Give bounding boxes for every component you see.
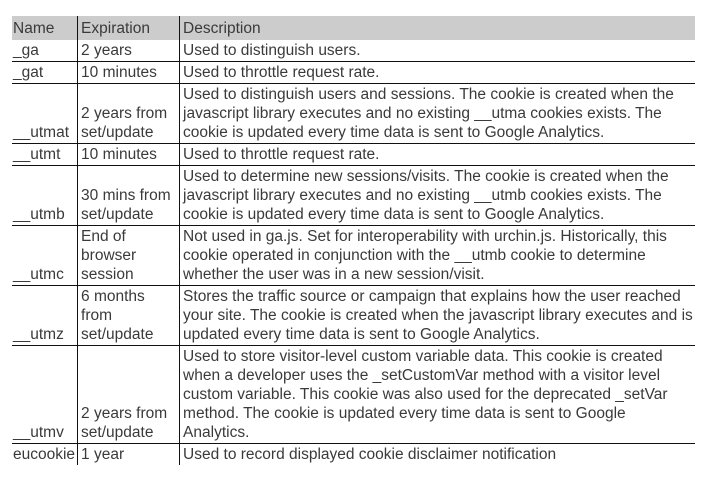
- cookie-description: Used to throttle request rate.: [183, 64, 380, 81]
- table-row: [12, 62, 695, 84]
- cookie-description: Used to store visitor-level custom variable data. This cookie is created when a developer uses the _setCustomVar method with a visitor level custom variable. This cookie was also used for the deprecated _setVar method. The cookie is updated every time data is sent to Google Analytics.: [183, 348, 668, 441]
- cookie-name: __utmv: [12, 346, 78, 444]
- table-row: [12, 444, 695, 466]
- table-row: [12, 144, 695, 166]
- cookie-expiration: 2 years from set/update: [78, 84, 180, 144]
- cookie-name: _gat: [12, 62, 78, 84]
- cookie-description: Used to record displayed cookie disclaimer notification: [183, 446, 557, 463]
- header-description: Description: [183, 20, 261, 37]
- table-row: [12, 166, 695, 226]
- cookie-name: __utmt: [12, 144, 78, 166]
- cookie-expiration: 6 months from set/update: [78, 286, 180, 346]
- cookie-expiration: 2 years: [78, 40, 180, 62]
- cookie-description: Used to distinguish users and sessions. The cookie is created when the javascript library executes and no existing __utma cookies exists. The cookie is updated every time data is sent to Google Analytics.: [183, 86, 674, 141]
- cookie-expiration: 30 mins from set/update: [78, 166, 180, 226]
- header-expiration: Expiration: [78, 16, 180, 40]
- table-row: [12, 84, 695, 144]
- table-header-row: [12, 16, 695, 40]
- cookie-description: Used to determine new sessions/visits. The cookie is created when the javascript library executes and no existing __utmb cookies exists. The cookie is updated every time data is sent to Google Analytics.: [183, 168, 669, 223]
- cookie-description: Stores the traffic source or campaign that explains how the user reached your site. The cookie is created when the javascript library executes and is updated every time data is sent to Google Analytics.: [183, 288, 693, 343]
- table-row: [12, 346, 695, 444]
- cookie-expiration: 2 years from set/update: [78, 346, 180, 444]
- table-row: [12, 286, 695, 346]
- table-row: [12, 40, 695, 62]
- cookie-name: __utmc: [12, 226, 78, 286]
- cookie-name: __utmb: [12, 166, 78, 226]
- cookie-expiration: 10 minutes: [78, 62, 180, 84]
- cookie-description: Used to distinguish users.: [183, 42, 361, 59]
- cookie-name: _ga: [12, 40, 78, 62]
- cookie-expiration: 10 minutes: [78, 144, 180, 166]
- cookie-name: eucookie: [12, 444, 78, 466]
- cookie-description: Not used in ga.js. Set for interoperability with urchin.js. Historically, this cookie operated in conjunction with the __utmb cookie to determine whether the user was in a new session/visit.: [183, 228, 667, 283]
- cookie-table: [12, 16, 695, 465]
- table-row: [12, 226, 695, 286]
- cookie-name: __utmat: [12, 84, 78, 144]
- cookie-name: __utmz: [12, 286, 78, 346]
- cookie-expiration: End of browser session: [78, 226, 180, 286]
- header-name: Name: [12, 16, 78, 40]
- cookie-expiration: 1 year: [78, 444, 180, 466]
- cookie-description: Used to throttle request rate.: [183, 146, 380, 163]
